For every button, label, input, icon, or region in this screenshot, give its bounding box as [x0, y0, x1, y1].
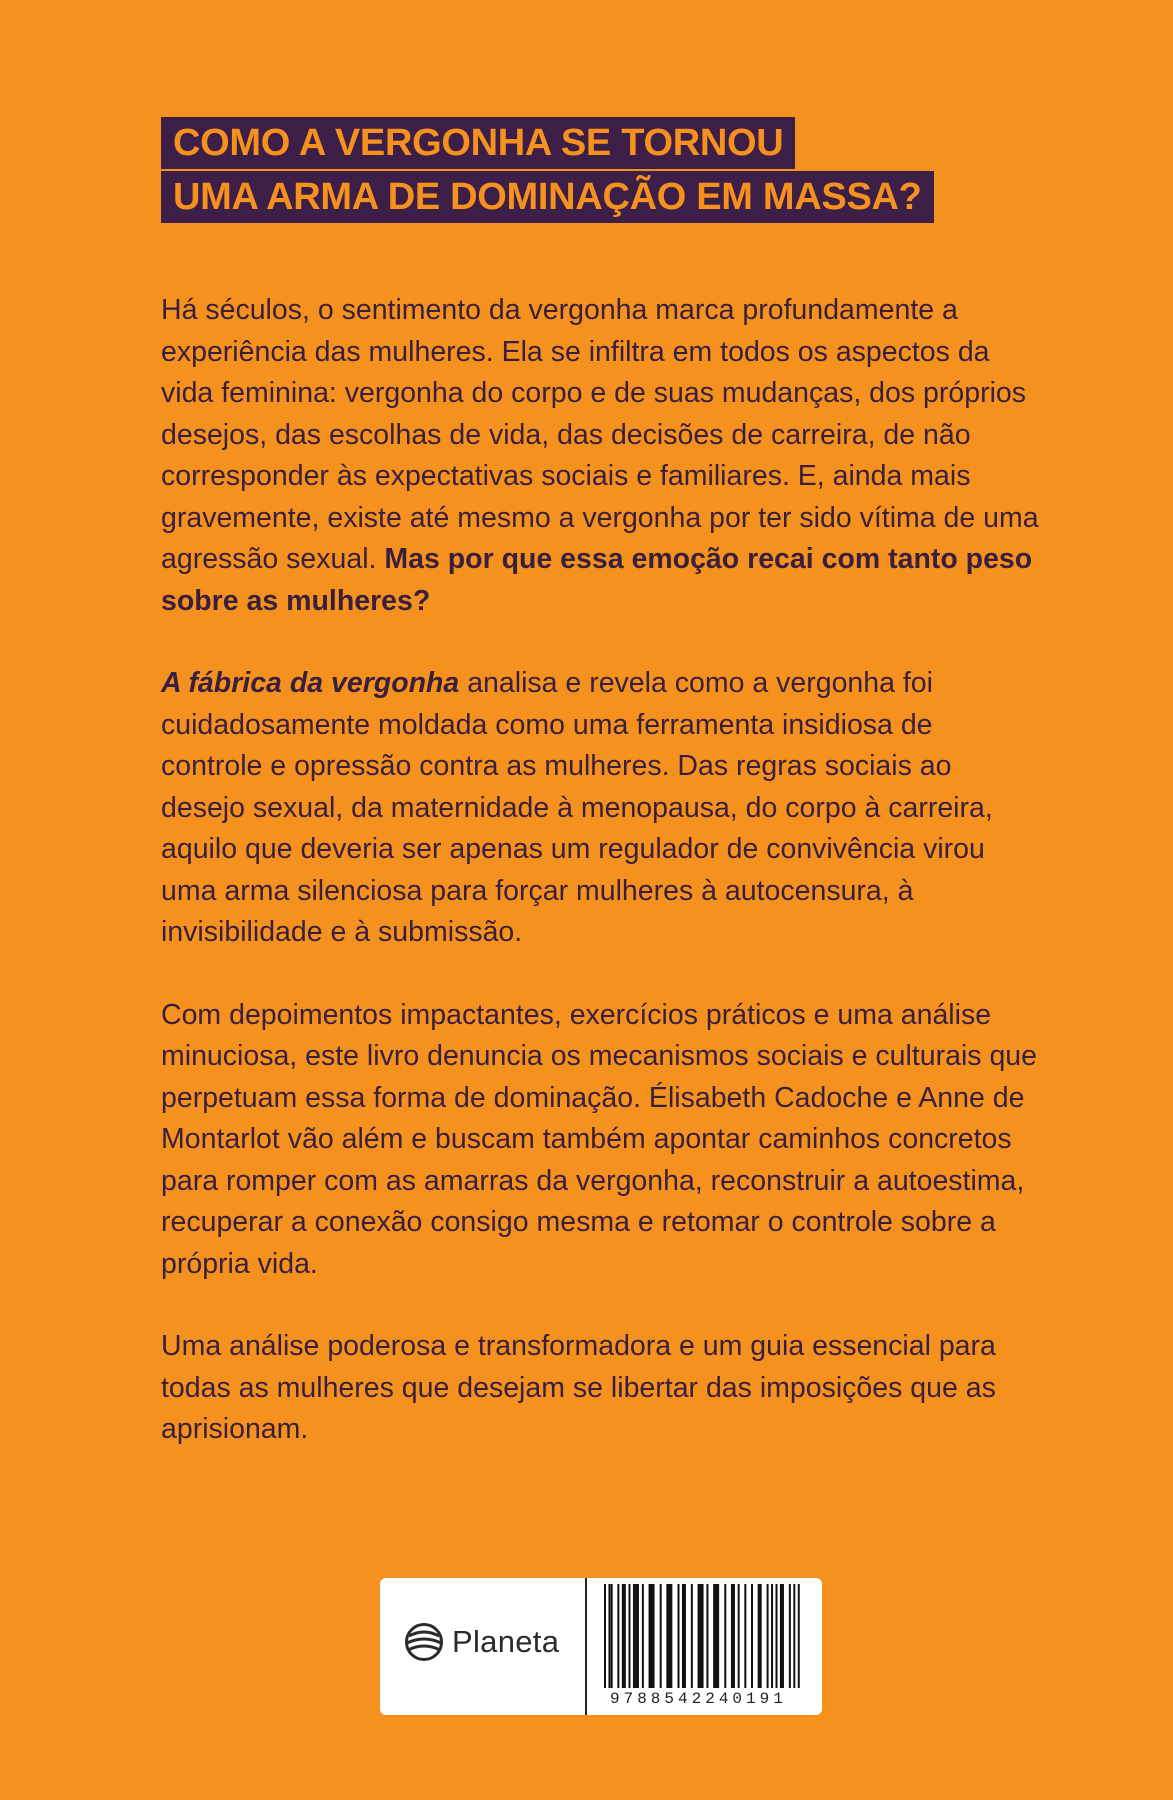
- barcode-bar: [666, 1584, 672, 1688]
- paragraph-1-bold-question: Mas por que essa emoção recai com tanto peso sobre as mulheres?: [161, 543, 1033, 617]
- barcode-bar: [611, 1584, 613, 1688]
- synopsis: [161, 290, 1041, 1492]
- headline-line-1: COMO A VERGONHA SE TORNOU: [161, 117, 795, 169]
- barcode-bar: [798, 1584, 800, 1688]
- isbn-number: 9788542240191: [610, 1690, 787, 1708]
- paragraph-2: [161, 663, 1041, 954]
- barcode-bar: [744, 1584, 746, 1688]
- barcode-bar: [731, 1584, 735, 1688]
- barcode-bar: [678, 1584, 680, 1688]
- barcode-bar: [608, 1584, 610, 1688]
- paragraph-4: Uma análise poderosa e transformadora e um guia essencial para todas as mulheres que desejam se libertar das imposições que as aprisionam.: [161, 1330, 996, 1445]
- globe-icon: [404, 1622, 444, 1662]
- publisher-name: Planeta: [452, 1624, 560, 1659]
- barcode-bar: [642, 1584, 644, 1688]
- barcode-bar: [724, 1584, 726, 1688]
- barcode-bar: [767, 1584, 769, 1688]
- paragraph-1-text: Há séculos, o sentimento da vergonha marca profundamente a experiência das mulheres. Ela se infiltra em todos os aspectos da vida feminina: vergonha do corpo e de suas mudanças, dos próprios desejos, das escolhas de vida, das decisões de carreira, de não corresponder às expectativas sociais e familiares. E, ainda mais gravemente, existe até mesmo a vergonha por ter sido vítima de uma agressão sexual.: [161, 294, 1039, 575]
- barcode-bar: [691, 1584, 693, 1688]
- barcode-bar: [789, 1584, 791, 1688]
- paragraph-3: Com depoimentos impactantes, exercícios práticos e uma análise minuciosa, este livro denuncia os mecanismos sociais e culturais que perpetuam essa forma de dominação. Élisabeth Cadoche e Anne de Montarlot vão além e buscam também apontar caminhos concretos para romper com as amarras da vergonha, reconstruir a autoestima, recuperar a conexão consigo mesma e retomar o controle sobre a própria vida.: [161, 998, 1037, 1280]
- label-divider: [585, 1578, 587, 1715]
- barcode-bar: [629, 1584, 631, 1688]
- barcode-bar: [682, 1584, 686, 1688]
- barcode-bar: [604, 1584, 606, 1688]
- barcode-bar: [698, 1584, 704, 1688]
- barcode-bar: [758, 1584, 762, 1688]
- barcode-bar: [649, 1584, 655, 1688]
- barcode-bar: [793, 1584, 795, 1688]
- barcode-bar: [660, 1584, 662, 1688]
- barcode-bar: [633, 1584, 639, 1688]
- paragraph-2-text: analisa e revela como a vergonha foi cuidadosamente moldada como uma ferramenta insidiosa de controle e opressão contra as mulheres. Das regras sociais ao desejo sexual, da maternidade à menopausa, do corpo à carreira, aquilo que deveria ser apenas um regulador de convivência virou uma arma silenciosa para forçar mulheres à autocensura, à invisibilidade e à submissão.: [161, 667, 993, 948]
- barcode-bar: [771, 1584, 773, 1688]
- barcode-bar: [776, 1584, 778, 1688]
- paragraph-1: [161, 290, 1041, 622]
- barcode-bar: [706, 1584, 708, 1688]
- barcode-bar: [622, 1584, 626, 1688]
- book-title-italic: A fábrica da vergonha: [161, 667, 460, 699]
- barcode: [602, 1584, 802, 1688]
- publisher-logo: [404, 1622, 559, 1662]
- barcode-bar: [751, 1584, 753, 1688]
- barcode-bar: [738, 1584, 740, 1688]
- headline: [161, 117, 934, 223]
- barcode-bar: [780, 1584, 784, 1688]
- headline-line-2: UMA ARMA DE DOMINAÇÃO EM MASSA?: [161, 171, 934, 223]
- barcode-label: [380, 1578, 822, 1715]
- barcode-bar: [617, 1584, 619, 1688]
- barcode-bar: [713, 1584, 719, 1688]
